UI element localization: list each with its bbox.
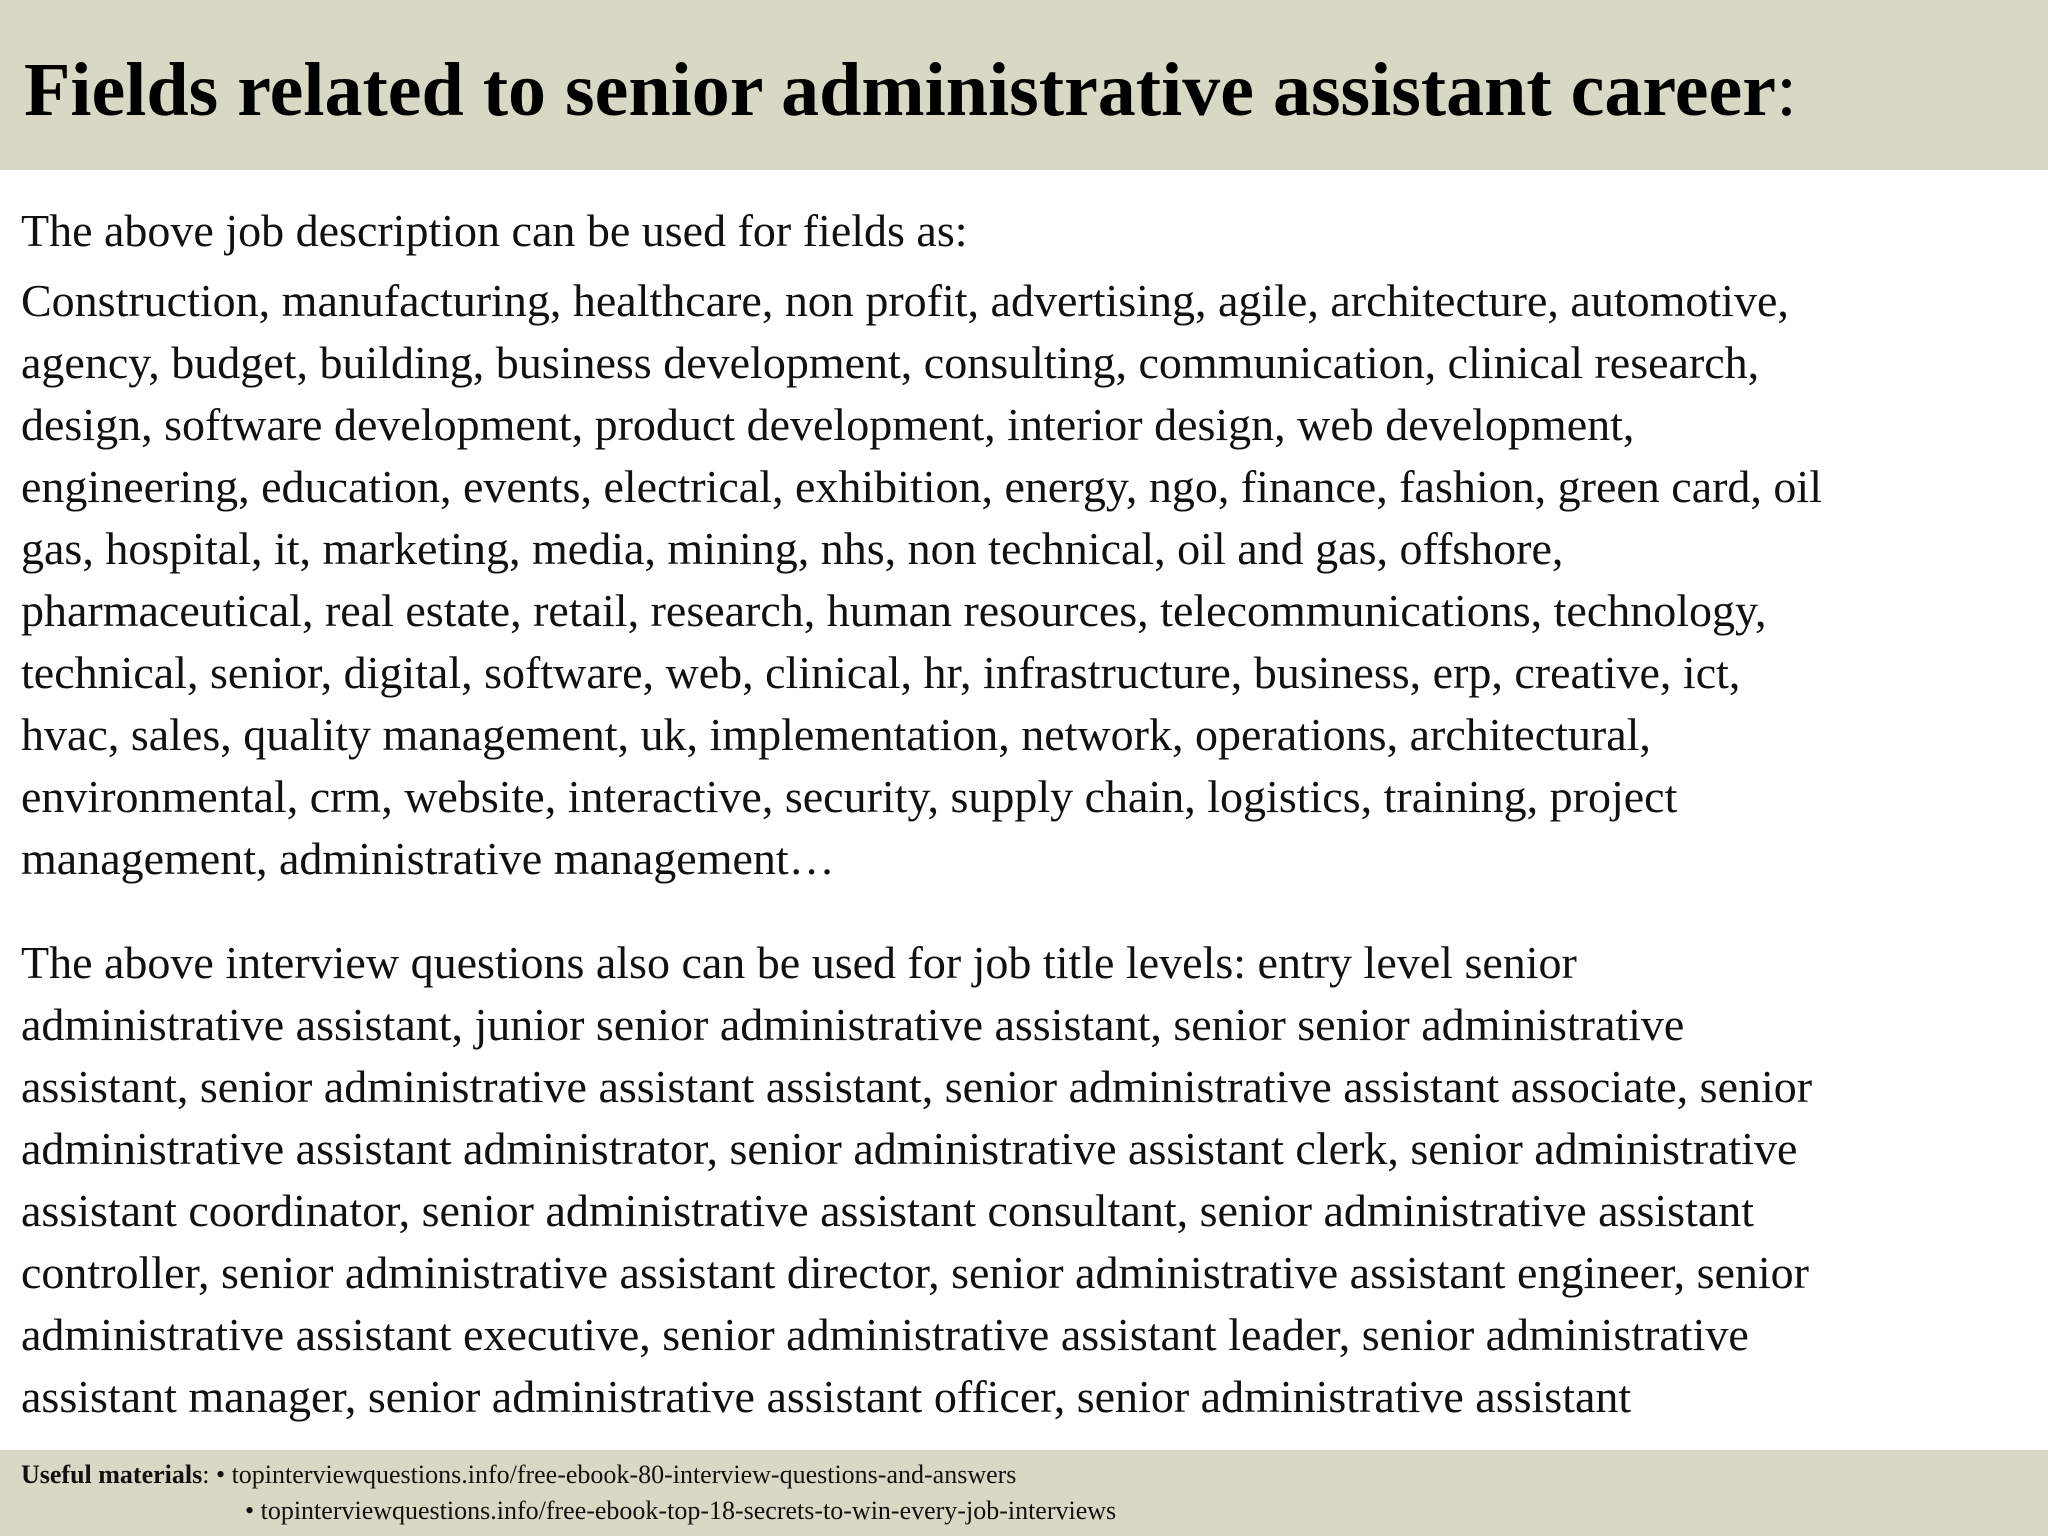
useful-materials [21, 1457, 1116, 1529]
slide-title-text: Fields related to senior administrative assistant career [24, 48, 1776, 132]
useful-materials-row-2 [21, 1493, 1116, 1529]
slide-title [24, 42, 1797, 138]
useful-materials-label: Useful materials [21, 1460, 203, 1489]
useful-materials-row-1 [21, 1457, 1116, 1493]
link-ebook-80-questions[interactable]: • topinterviewquestions.info/free-ebook-80-interview-questions-and-answers [215, 1460, 1017, 1489]
useful-materials-separator: : [202, 1460, 210, 1489]
slide-body [21, 200, 2031, 1450]
intro-paragraph: The above job description can be used for fields as: [21, 205, 968, 256]
fields-paragraph: Construction, manufacturing, healthcare, non profit, advertising, agile, architecture, automotive, agency, budget, building, business development, consulting, communication, clinical research, design, software development, product development, interior design, web development, engineering, education, events, electrical, exhibition, energy, ngo, finance, fashion, green card, oil gas, hospital, it, marketing, media, mining, nhs, non technical, oil and gas, offshore, pharmaceutical, real estate, retail, research, human resources, telecommunications, technology, technical, senior, digital, software, web, clinical, hr, infrastructure, business, erp, creative, ict, hvac, sales, quality management, uk, implementation, network, operations, architectural, environmental, crm, website, interactive, security, supply chain, logistics, training, project management, administrative management… [21, 275, 1822, 884]
link-ebook-18-secrets[interactable]: • topinterviewquestions.info/free-ebook-top-18-secrets-to-win-every-job-interviews [245, 1496, 1117, 1525]
job-levels-paragraph: The above interview questions also can be used for job title levels: entry level senior administrative assistant, junior senior administrative assistant, senior senior administrative assistant, senior administrative assistant assistant, senior administrative assistant associate, senior administrative assistant administrator, senior administrative assistant clerk, senior administrative assistant coordinator, senior administrative assistant consultant, senior administrative assistant controller, senior administrative assistant director, senior administrative assistant engineer, senior administrative assistant executive, senior administrative assistant leader, senior administrative assistant manager, senior administrative assistant officer, senior administrative assistant [21, 937, 1813, 1422]
slide-title-colon: : [1775, 48, 1798, 132]
